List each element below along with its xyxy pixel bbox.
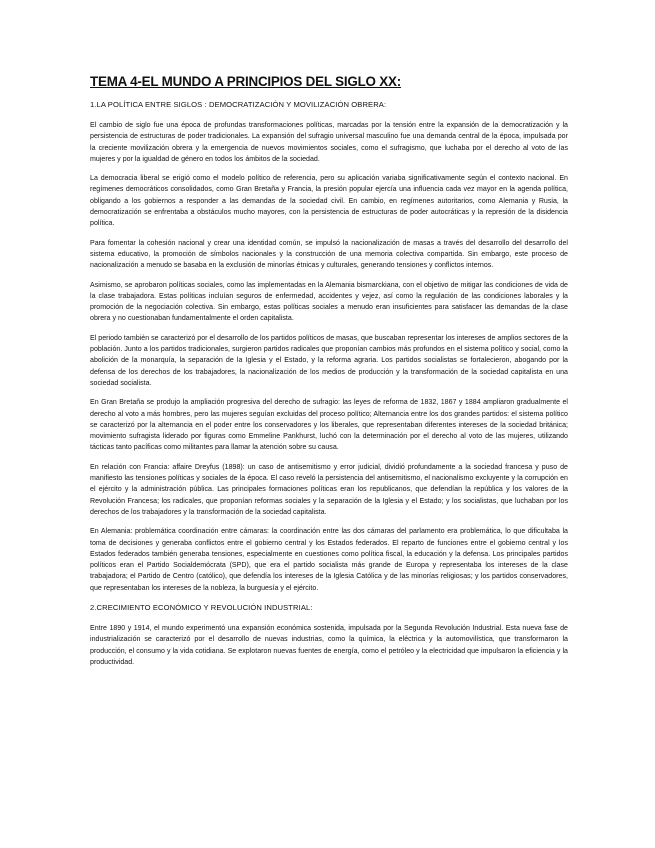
section-politica [90, 99, 568, 594]
paragraph: Para fomentar la cohesión nacional y crear una identidad común, se impulsó la nacionalización de masas a través del desarrollo del desarrollo del sistema educativo, la promoción de símbolos nacionales y la construcción de una memoria colectiva compartida. Sin embargo, este proceso de nacionalización a menudo se basaba en la exclusión de minorías étnicas y culturales, generando tensiones y conflictos internos. [90, 239, 568, 270]
paragraph: Asimismo, se aprobaron políticas sociales, como las implementadas en la Alemania bismarckiana, con el objetivo de mitigar las condiciones de vida de la clase trabajadora. Estas políticas incluían seguros de enfermedad, accidentes y vejez, así como la regulación de las condiciones laborales y la promoción de la negociación colectiva. Sin embargo, estas políticas sociales a menudo eran insuficientes para satisfacer las demandas de la clase obrera y no cuestionaban fundamentalmente el orden capitalista. [90, 281, 568, 323]
document-page [90, 74, 568, 676]
paragraph: La democracia liberal se erigió como el modelo político de referencia, pero su aplicación variaba significativamente según el contexto nacional. En regímenes democráticos consolidados, como Gran Bretaña y Francia, la presión popular ejercía una influencia cada vez mayor en la agenda política, obligando a los gobiernos a responder a las demandas de la sociedad civil. En cambio, en regímenes autoritarios, como Alemania y Rusia, la democratización se enfrentaba a obstáculos mucho mayores, con la persistencia de estructuras de poder autocráticas y la represión de la disidencia política. [90, 175, 568, 228]
paragraph: En Gran Bretaña se produjo la ampliación progresiva del derecho de sufragio: las leyes de reforma de 1832, 1867 y 1884 ampliaron gradualmente el derecho al voto a más hombres, pero las mujeres seguían excluidas del proceso político; Alternancia entre los dos grandes partidos: el sistema político se caracterizó por la alternancia en el poder entre los conservadores y los liberales, que representaban diferentes intereses de la sociedad británica; movimiento sufragista liderado por figuras como Emmeline Pankhurst, luchó con la determinación por el derecho al voto de las mujeres, utilizando tácticas tanto pacíficas como militantes para llamar la atención sobre su causa. [90, 399, 568, 452]
paragraph: En relación con Francia: affaire Dreyfus (1898): un caso de antisemitismo y error judicial, dividió profundamente a la sociedad francesa y puso de manifiesto las tensiones políticas y sociales de la época. El caso reveló la persistencia del antisemitismo, el nacionalismo excluyente y la corrupción en el ejército y la administración pública. Las principales formaciones políticas eran los republicanos, que defendían la república y los valores de la Revolución Francesa; los radicales, que proponían reformas sociales y la separación de la Iglesia y el Estado; y los socialistas, que luchaban por los derechos de los trabajadores y la transformación de la sociedad capitalista. [90, 463, 568, 516]
paragraph: Entre 1890 y 1914, el mundo experimentó una expansión económica sostenida, impulsada por la Segunda Revolución Industrial. Esta nueva fase de industrialización se caracterizó por el desarrollo de nuevas industrias, como la química, la eléctrica y la automovilística, que transformaron la producción, el consumo y la vida cotidiana. Se explotaron nuevas fuentes de energía, como el petróleo y la electricidad que impulsaron la eficiencia y la productividad. [90, 624, 568, 666]
paragraph: El periodo también se caracterizó por el desarrollo de los partidos políticos de masas, que buscaban representar los intereses de amplios sectores de la población. Junto a los partidos tradicionales, surgieron partidos radicales que proponían cambios más profundos en el sistema político y social, como la abolición de la monarquía, la separación de la Iglesia y el Estado, y la reforma agraria. Los partidos socialistas se fortalecieron, abogando por la defensa de los derechos de los trabajadores, la nacionalización de los medios de producción y la transformación de la sociedad capitalista en una sociedad socialista. [90, 334, 568, 387]
section-crecimiento [90, 602, 568, 668]
section-heading: 2.CRECIMIENTO ECONÓMICO Y REVOLUCIÓN INDUSTRIAL: [90, 602, 313, 612]
paragraph: El cambio de siglo fue una época de profundas transformaciones políticas, marcadas por la tensión entre la expansión de la democratización y la persistencia de estructuras de poder tradicionales. La expansión del sufragio universal masculino fue una demanda central de la época, impulsada por la creciente movilización obrera y la emergencia de nuevos movimientos sociales, como el sufragismo, que luchaba por el derecho al voto de las mujeres y por la igualdad de género en todos los ámbitos de la sociedad. [90, 122, 568, 163]
section-heading: 1.LA POLÍTICA ENTRE SIGLOS : DEMOCRATIZACIÓN Y MOVILIZACIÓN OBRERA: [90, 100, 387, 109]
document-title: TEMA 4-EL MUNDO A PRINCIPIOS DEL SIGLO XX: [90, 74, 402, 89]
paragraph: En Alemania: problemática coordinación entre cámaras: la coordinación entre las dos cámaras del parlamento era problemática, lo que dificultaba la toma de decisiones y generaba conflictos entre el gobierno central y los Estados federados. El reparto de funciones entre el gobierno central y los Estados federados también generaba tensiones, especialmente en cuestiones como política fiscal, la educación y la defensa. Los principales partidos políticos eran el Partido Socialdemócrata (SPD), que era el partido socialista más grande de Europa y representaba los intereses de la clase trabajadora; el Partido de Centro (católico), que defendía los intereses de la Iglesia Católica y de las minorías religiosas; y los partidos conservadores, que representaban los intereses de la nobleza, la burguesía y el ejército. [90, 528, 568, 592]
